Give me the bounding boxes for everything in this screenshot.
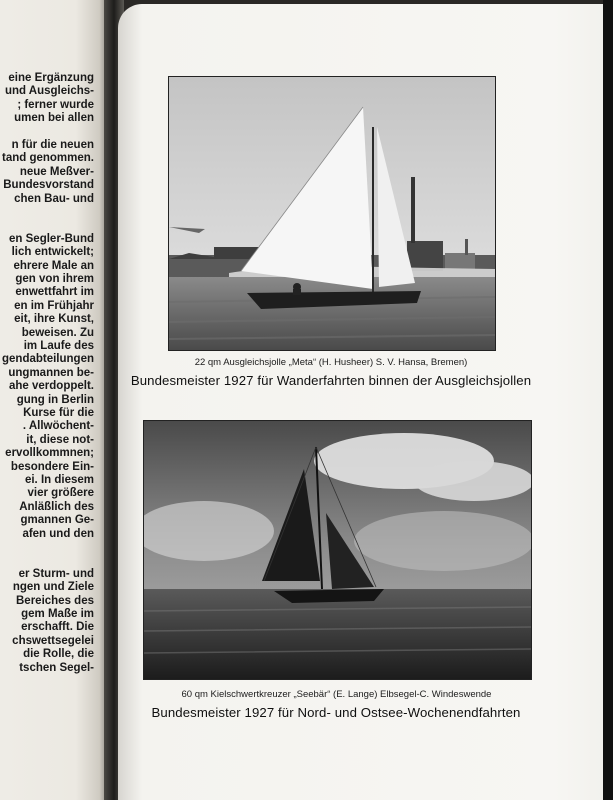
- left-page-line: tschen Segel-: [19, 661, 94, 674]
- left-page-line: gung in Berlin: [16, 393, 94, 406]
- left-page-line: ungmannen be-: [8, 366, 94, 379]
- left-page-line: . Allwöchent-: [22, 420, 94, 433]
- left-page-line: afen und den: [22, 527, 94, 540]
- left-page-line: Kurse für die: [23, 407, 94, 419]
- left-page-line: erschafft. Die: [21, 621, 94, 634]
- figure-2-caption-small: 60 qm Kielschwertkreuzer „Seebär“ (E. Lange) Elbsegel-C. Windeswende: [181, 689, 492, 700]
- left-page-line: enwettfahrt im: [15, 286, 94, 299]
- left-page-line: und Ausgleichs-: [4, 85, 94, 98]
- left-page-line: ehrere Male an: [13, 259, 94, 272]
- left-page-line: chen Bau- und: [14, 192, 94, 205]
- left-page-line: lich entwickelt;: [11, 246, 94, 259]
- photo-dinghy-image: [169, 77, 495, 350]
- left-page-line: eit, ihre Kunst,: [14, 313, 94, 326]
- left-page-line: gem Maße im: [21, 608, 94, 620]
- left-page-line: vier größere: [27, 487, 94, 500]
- left-page: [0, 0, 108, 800]
- left-page-line: chswettsegelei: [12, 634, 94, 647]
- left-page-line: Bundesvorstand: [3, 179, 94, 192]
- figure-1-caption-large: Bundesmeister 1927 für Wanderfahrten binnen der Ausgleichsjollen: [130, 373, 532, 388]
- left-page-line: im Laufe des: [23, 340, 94, 352]
- left-page-line: er Sturm- und: [18, 567, 94, 580]
- left-page-line: beweisen. Zu: [21, 326, 94, 339]
- left-page-line: en Segler-Bund: [9, 232, 94, 245]
- left-page-line: umen bei allen: [14, 112, 94, 125]
- left-page-line: tand genommen.: [1, 152, 94, 165]
- photo-dinghy-meta: [168, 76, 496, 351]
- left-page-line: Bereiches des: [16, 594, 94, 607]
- left-page-line: ; ferner wurde: [17, 98, 94, 111]
- left-page-line: ngen und Ziele: [12, 581, 94, 594]
- page-edge: [603, 0, 613, 800]
- left-page-line: gendabteilungen: [2, 353, 94, 366]
- left-page-line: n für die neuen: [11, 139, 94, 151]
- left-page-line: eine Ergänzung: [8, 72, 94, 84]
- left-page-line: ei. In diesem: [24, 474, 94, 486]
- left-page-line: ahe verdoppelt.: [9, 380, 94, 393]
- left-page-line: besondere Ein-: [10, 460, 94, 473]
- figure-1-caption-small: 22 qm Ausgleichsjolle „Meta“ (H. Husheer) S. V. Hansa, Bremen): [194, 357, 468, 368]
- left-page-line: gmannen Ge-: [20, 514, 94, 527]
- photo-kielschwertkreuzer-seebaer: [143, 420, 532, 680]
- left-page-line: en im Frühjahr: [14, 299, 94, 312]
- left-page-line: ervollkommnen;: [5, 447, 94, 460]
- left-page-line: die Rolle, die: [23, 648, 94, 661]
- photo-keelboat-image: [144, 421, 531, 679]
- left-page-line: Anläßlich des: [19, 500, 94, 513]
- left-page-line: it, diese not-: [26, 433, 94, 446]
- left-page-line: gen von ihrem: [15, 273, 94, 285]
- figure-2-caption-large: Bundesmeister 1927 für Nord- und Ostsee-Wochenendfahrten: [151, 705, 521, 720]
- left-page-line: neue Meßver-: [19, 165, 94, 178]
